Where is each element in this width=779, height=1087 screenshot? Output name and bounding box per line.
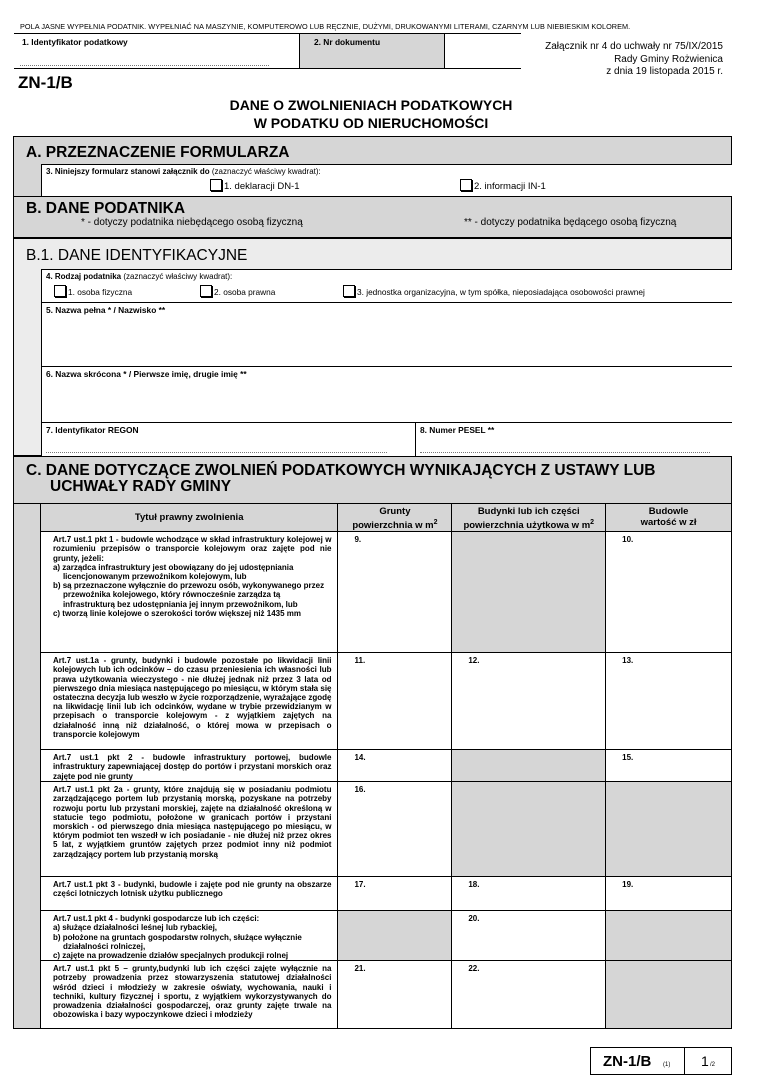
table-row: [14, 911, 732, 961]
form-code: ZN-1/B: [18, 73, 73, 92]
pesel-field[interactable]: 8. Numer PESEL **: [416, 423, 732, 456]
section-b-title: B. DANE PODATNIKA: [26, 200, 186, 217]
structure-value-input[interactable]: 13.: [606, 653, 732, 750]
header-structures: Budowle wartość w zł: [606, 504, 732, 532]
section-b: [13, 196, 732, 238]
section-b1: [13, 238, 732, 456]
section-c: [13, 456, 732, 504]
exemptions-table: [13, 503, 732, 1029]
structure-value-input: [606, 961, 732, 1029]
exemption-legal-basis: Art.7 ust.1 pkt 3 - budynki, budowle i zajęte pod nie grunty na obszarze części lotniczych lotnisk użytku publicznego: [40, 877, 338, 911]
taxpayer-type-field: 4. Rodzaj podatnika (zaznaczyć właściwy kwadrat): 1. osoba fizyczna 2. osoba prawna 3. jednostka organizacyjna, w tym spółka, nieposiadająca osobowości prawnej: [41, 269, 732, 303]
structure-value-input: [606, 782, 732, 877]
short-name-field[interactable]: 6. Nazwa skrócona * / Pierwsze imię, drugie imię **: [41, 367, 732, 423]
exemption-legal-basis: Art.7 ust.1 pkt 2 - budowle infrastruktury portowej, budowle infrastruktury zapewniającej dostęp do portów i przystani morskich oraz zajęte pod nie grunty: [40, 750, 338, 782]
table-row: [14, 750, 732, 782]
building-area-input[interactable]: 20.: [452, 911, 606, 961]
table-row: [14, 532, 732, 653]
document-number-field: 2. Nr dokumentu: [300, 34, 445, 69]
regon-field[interactable]: 7. Identyfikator REGON: [41, 423, 416, 456]
form-purpose-field: 3. Niniejszy formularz stanowi załącznik do (zaznaczyć właściwy kwadrat): 1. deklaracji DN-1 2. informacji IN-1: [41, 164, 732, 204]
section-b1-title: B.1. DANE IDENTYFIKACYJNE: [26, 247, 248, 264]
option-natural-person[interactable]: 1. osoba fizyczna: [54, 285, 132, 297]
option-legal-person[interactable]: 2. osoba prawna: [200, 285, 275, 297]
section-c-title: C. DANE DOTYCZĄCE ZWOLNIEŃ PODATKOWYCH WYNIKAJĄCYCH Z USTAWY LUB UCHWAŁY RADY GMINY: [26, 462, 656, 495]
exemption-legal-basis: Art.7 ust.1 pkt 2a - grunty, które znajdują się w posiadaniu podmiotu zarządzającego portem lub przystanią morską, pozyskane na potrzeby rozwoju portu lub przystani morskiej, zajęte na działalność określoną w statucie tego podmiotu, położone w granicach portów i przystani morskich - od pierwszego dnia miesiąca następującego po miesiącu, w którym podmiot ten wszedł w ich posiadanie - nie dłużej niż przez okres 5 lat, z wyjątkiem gruntów zajętych przez podmiot inny niż podmiot zarządzający portem lub przystanią morską: [40, 782, 338, 877]
table-row: [14, 653, 732, 750]
building-area-input[interactable]: 22.: [452, 961, 606, 1029]
header-buildings: Budynki lub ich części powierzchnia użytkowa w $m^2$: [452, 504, 606, 532]
building-area-input[interactable]: 18.: [452, 877, 606, 911]
exemption-legal-basis: Art.7 ust.1 pkt 4 - budynki gospodarcze lub ich części: a) służące działalności leśnej lub rybackiej, b) położone na gruntach gospodarstw rolnych, służące wyłącznie działalności rolniczej, c) zajęte na prowadzenie działów specjalnych produkcji rolnej: [40, 911, 338, 961]
structure-value-input[interactable]: 15.: [606, 750, 732, 782]
checkbox-organizational-unit[interactable]: [343, 285, 355, 297]
tax-id-field[interactable]: 1. Identyfikator podatkowy: [14, 34, 300, 69]
table-header-row: [14, 504, 732, 532]
checkbox-in1[interactable]: [460, 179, 472, 191]
footer-form-variant: (1): [663, 1062, 671, 1068]
option-in1[interactable]: 2. informacji IN-1: [460, 179, 546, 192]
land-area-input: [338, 911, 452, 961]
structure-value-input[interactable]: 10.: [606, 532, 732, 653]
building-area-input: [452, 750, 606, 782]
footer-form-code: ZN-1/B: [603, 1053, 652, 1070]
land-area-input[interactable]: 16.: [338, 782, 452, 877]
full-name-field[interactable]: 5. Nazwa pełna * / Nazwisko **: [41, 303, 732, 367]
land-area-input[interactable]: 11.: [338, 653, 452, 750]
section-a-title: A. PRZEZNACZENIE FORMULARZA: [26, 144, 290, 161]
annex-note: Załącznik nr 4 do uchwały nr 75/IX/2015 Rady Gminy Rożwienica z dnia 19 listopada 2015 r.: [545, 41, 723, 77]
footer-page-number: 1: [701, 1053, 709, 1069]
footer-page-total: /2: [710, 1062, 716, 1068]
option-dn1[interactable]: 1. deklaracji DN-1: [210, 179, 300, 192]
structure-value-input: [606, 911, 732, 961]
option-organizational-unit[interactable]: 3. jednostka organizacyjna, w tym spółka, nieposiadająca osobowości prawnej: [343, 285, 645, 297]
footer-box: [590, 1047, 732, 1075]
fill-instruction: POLA JASNE WYPEŁNIA PODATNIK. WYPEŁNIAĆ NA MASZYNIE, KOMPUTEROWO LUB RĘCZNIE, DUŻYMI, DRUKOWANYMI LITERAMI, CZARNYM LUB NIEBIESKIM KOLOREM.: [20, 22, 631, 31]
land-area-input[interactable]: 17.: [338, 877, 452, 911]
land-area-input[interactable]: 9.: [338, 532, 452, 653]
structure-value-input[interactable]: 19.: [606, 877, 732, 911]
table-row: [14, 961, 732, 1029]
note-non-natural-person: * - dotyczy podatnika niebędącego osobą fizyczną: [81, 217, 303, 228]
left-margin-column: [14, 504, 41, 1029]
land-area-input[interactable]: 21.: [338, 961, 452, 1029]
table-row: [14, 782, 732, 877]
page-title: DANE O ZWOLNIENIACH PODATKOWYCH W PODATKU OD NIERUCHOMOŚCI: [229, 97, 513, 131]
building-area-input: [452, 782, 606, 877]
building-area-input: [452, 532, 606, 653]
land-area-input[interactable]: 14.: [338, 750, 452, 782]
exemption-legal-basis: Art.7 ust.1 pkt 1 - budowle wchodzące w skład infrastruktury kolejowej w rozumieniu przepisów o transporcie kolejowym oraz zajęte pod nie grunty, jeżeli: a) zarządca infrastruktury jest obowiązany do jej udostępniania licencjonowanym przewoźnikom kolejowym, lub b) są przeznaczone wyłącznie do przewozu osób, wykonywanego przez przewoźnika kolejowego, który równocześnie zarządza tą infrastrukturą bez udostępniania jej innym przewoźnikom, lub c) tworzą linie kolejowe o szerokości torów większej niż 1435 mm: [40, 532, 338, 653]
exemption-legal-basis: Art.7 ust.1 pkt 5 – grunty,budynki lub ich części zajęte wyłącznie na potrzeby prowadzenia przez stowarzyszenia statutowej działalności wśród dzieci i młodzieży w zakresie oświaty, wychowania, nauki i techniki, kultury fizycznej i sportu, z wyjątkiem wykorzystywanych do prowadzenia działalności gospodarczej, oraz grunty zajęte trwale na obozowiska i bazy wypoczynkowe dzieci i młodzieży: [40, 961, 338, 1029]
header-land: Grunty powierzchnia w $m^2$: [338, 504, 452, 532]
header-legal-title: Tytuł prawny zwolnienia: [40, 504, 338, 532]
exemption-legal-basis: Art.7 ust.1a - grunty, budynki i budowle pozostałe po likwidacji linii kolejowych lub ich odcinków – do czasu przeniesienia ich własności lub prawa użytkowania wieczystego - nie dłużej jednak niż przez 3 lata od pierwszego dnia miesiąca następującego po miesiącu, w którym stała się ostateczna decyzja lub weszło w życie rozporządzenie, wyrażające zgodę na likwidację linii lub ich odcinków, wydane w trybie przewidzianym w przepisach o transporcie kolejowym - z wyjątkiem zajętych na działalność inną niż działalność, o której mowa w przepisach o transporcie kolejowym: [40, 653, 338, 750]
checkbox-natural-person[interactable]: [54, 285, 66, 297]
section-a: [13, 136, 732, 204]
checkbox-legal-person[interactable]: [200, 285, 212, 297]
checkbox-dn1[interactable]: [210, 179, 222, 191]
note-natural-person: ** - dotyczy podatnika będącego osobą fizyczną: [464, 217, 677, 228]
table-row: [14, 877, 732, 911]
building-area-input[interactable]: 12.: [452, 653, 606, 750]
